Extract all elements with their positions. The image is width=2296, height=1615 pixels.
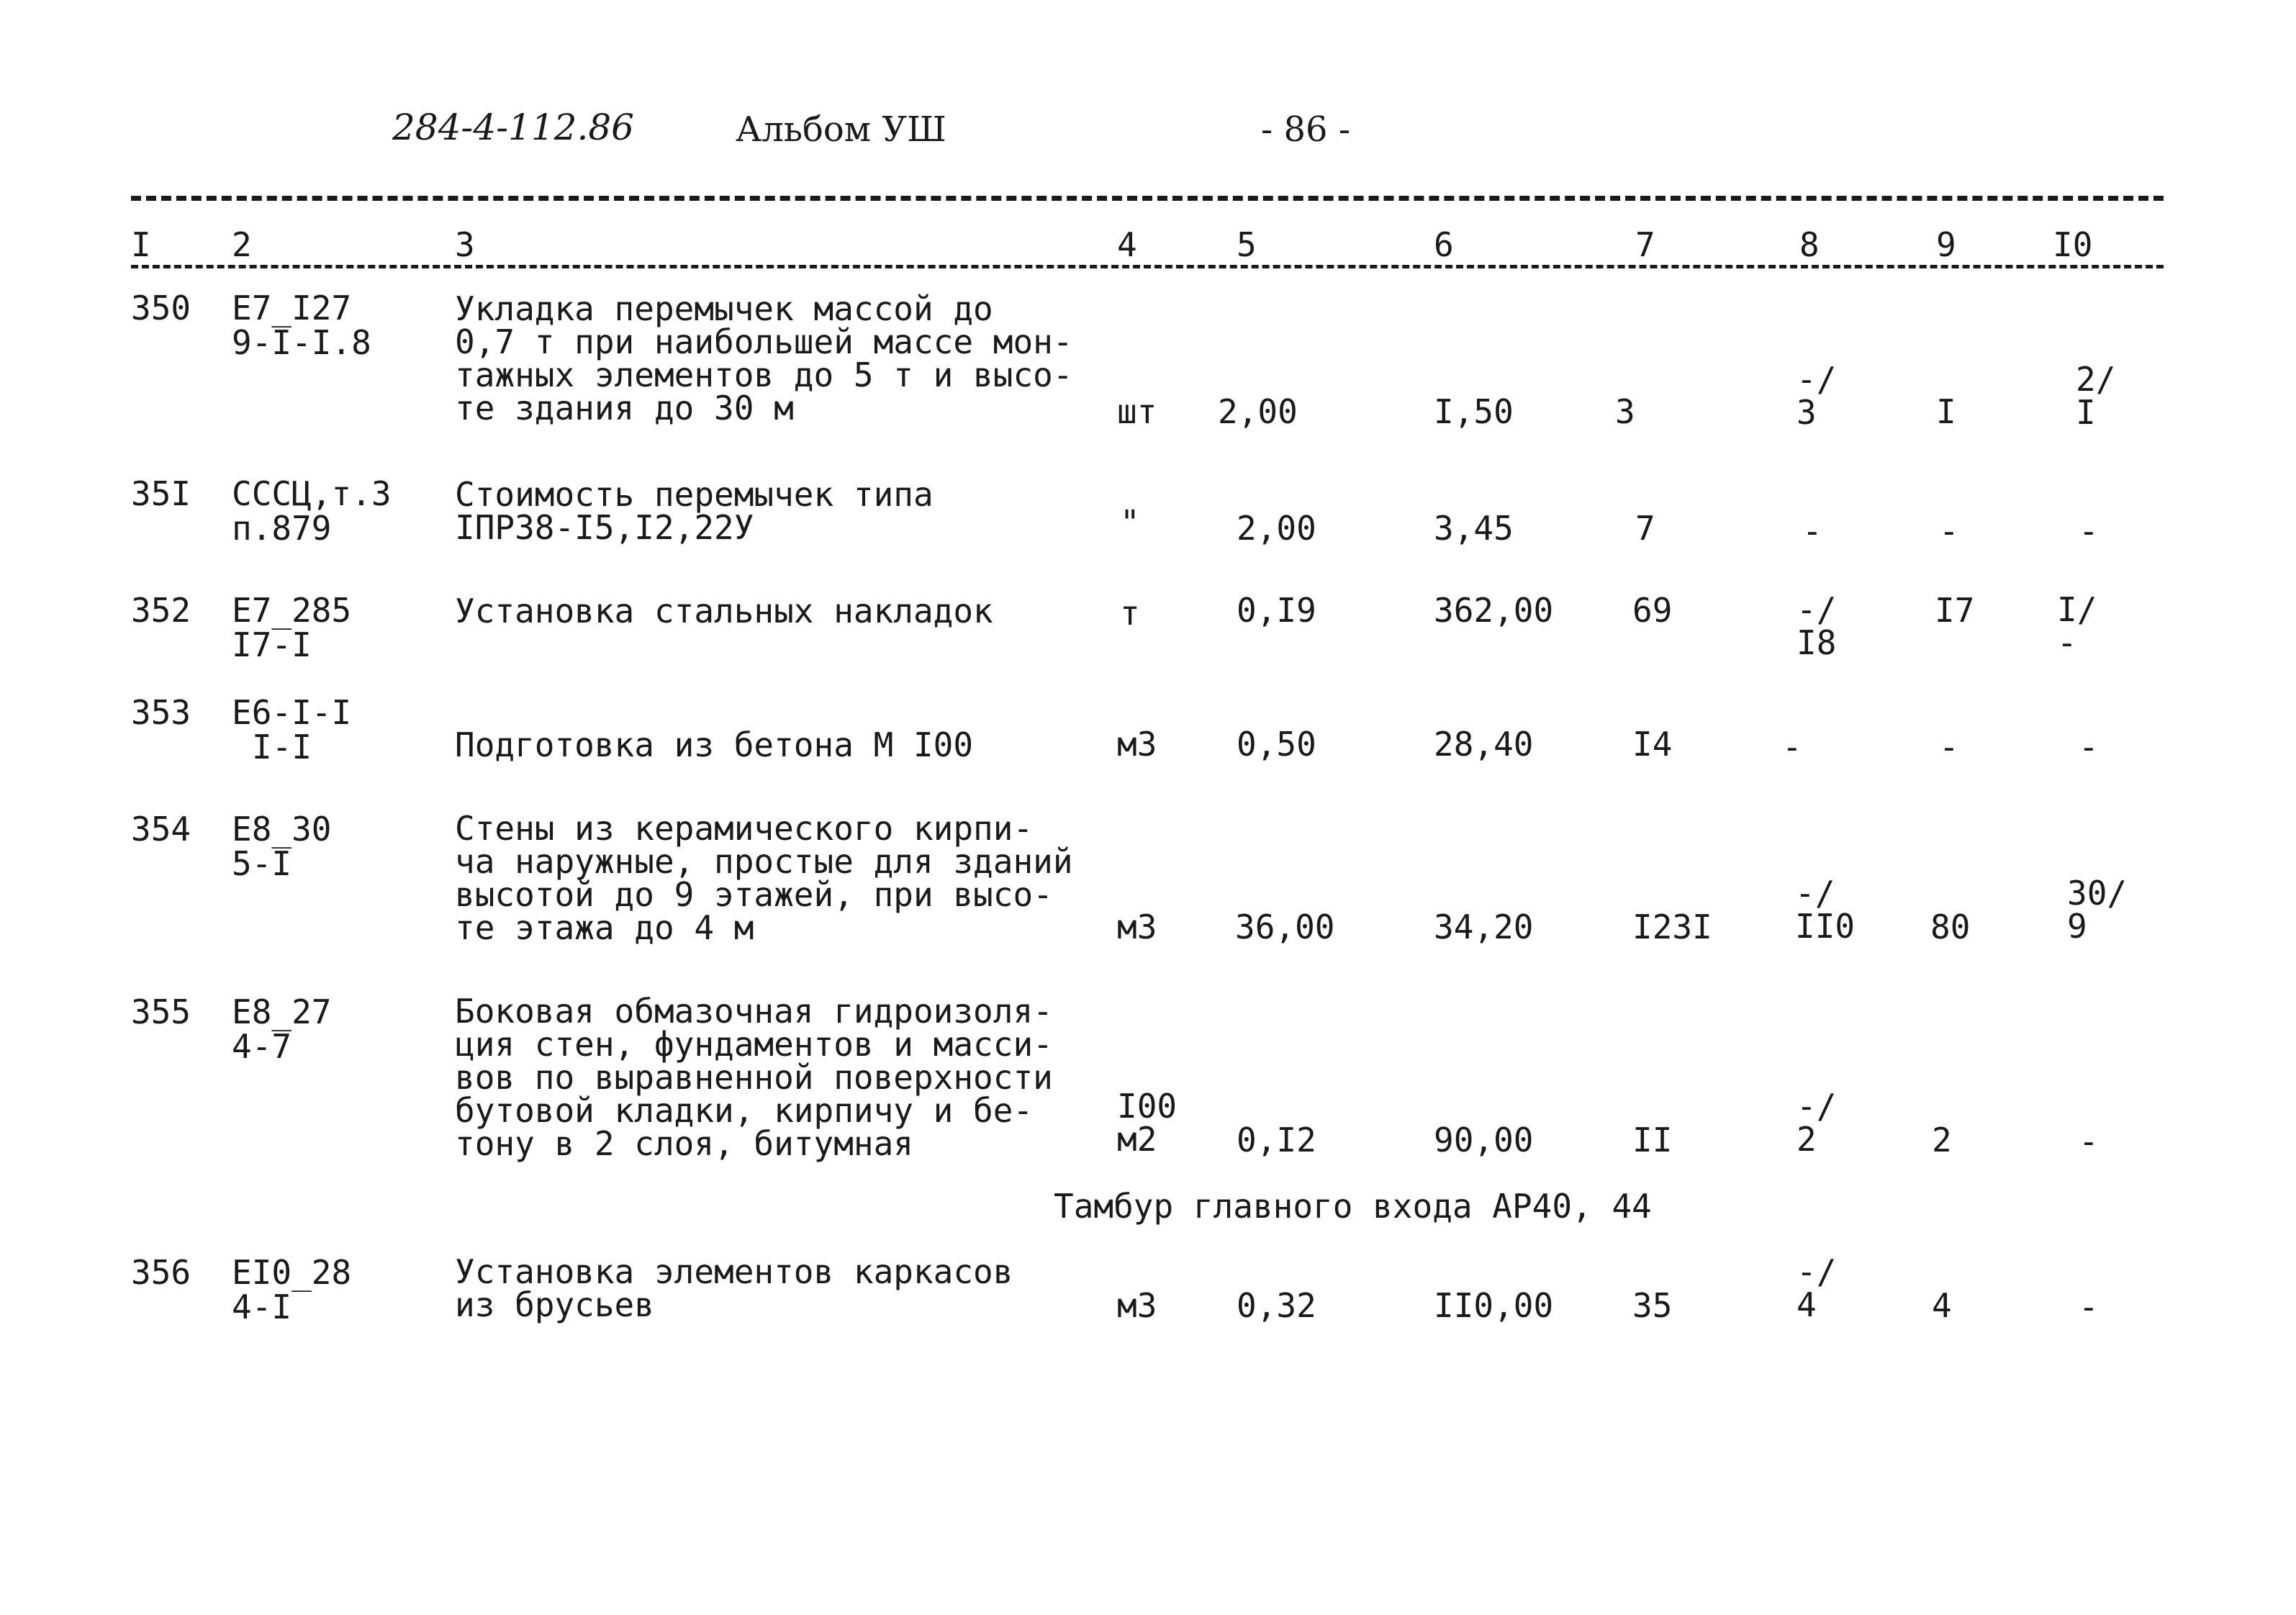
unit-price: 90,00 bbox=[1434, 1121, 1534, 1159]
column-9-value: 2 bbox=[1932, 1121, 1952, 1159]
row-number: 353 bbox=[131, 693, 191, 732]
rate-code: Е7_I27 9-I-I.8 bbox=[232, 289, 371, 362]
column-header-7: 7 bbox=[1635, 225, 1655, 264]
column-9-value: I7 bbox=[1935, 591, 1975, 630]
quantity: 0,50 bbox=[1237, 725, 1316, 764]
column-8-value: -/ 4 bbox=[1796, 1252, 1837, 1324]
row-number: 350 bbox=[131, 289, 191, 327]
column-8-value: - bbox=[1782, 728, 1802, 766]
work-description: Стоимость перемычек типа IПР38-I5,I2,22У bbox=[455, 475, 934, 547]
total-cost: II bbox=[1632, 1121, 1673, 1159]
unit-price: II0,00 bbox=[1434, 1286, 1554, 1325]
column-header-8: 8 bbox=[1799, 225, 1820, 264]
column-8-value: -/ I8 bbox=[1796, 590, 1837, 662]
rate-code: Е8_27 4-7 bbox=[232, 992, 332, 1066]
rate-code: СССЦ,т.3 п.879 bbox=[232, 474, 392, 548]
unit-price: 34,20 bbox=[1434, 908, 1534, 946]
column-10-value: - bbox=[2079, 512, 2099, 551]
total-cost: 3 bbox=[1615, 392, 1635, 431]
table-top-rule bbox=[131, 196, 2164, 201]
unit-price: 3,45 bbox=[1434, 509, 1514, 548]
column-header-10: I0 bbox=[2053, 225, 2093, 264]
work-description: Стены из керамического кирпи- ча наружные, простые для зданий высотой до 9 этажей, при высо- те этажа до 4 м bbox=[455, 809, 1073, 947]
column-9-value: 80 bbox=[1930, 908, 1971, 946]
column-8-value: -/ 3 bbox=[1796, 360, 1837, 432]
column-10-value: - bbox=[2079, 1288, 2099, 1326]
column-8-value: -/ 2 bbox=[1796, 1087, 1837, 1159]
column-8-value: - bbox=[1802, 512, 1822, 551]
total-cost: 7 bbox=[1635, 509, 1655, 548]
unit: м3 bbox=[1117, 1286, 1157, 1325]
quantity: 0,I9 bbox=[1237, 591, 1316, 630]
column-9-value: - bbox=[1939, 512, 1959, 551]
column-header-2: 2 bbox=[232, 225, 252, 264]
column-10-value: 30/ 9 bbox=[2067, 874, 2128, 946]
column-header-1: I bbox=[131, 225, 151, 264]
page-number: - 86 - bbox=[1261, 109, 1351, 150]
work-description: Укладка перемычек массой до 0,7 т при наибольшей массе мон- тажных элементов до 5 т и высо- те здания до 30 м bbox=[455, 289, 1073, 428]
column-9-value: 4 bbox=[1932, 1286, 1952, 1325]
quantity: 0,32 bbox=[1237, 1286, 1316, 1325]
column-10-value: - bbox=[2079, 1122, 2099, 1161]
rate-code: Е8_30 5-I bbox=[232, 810, 332, 883]
total-cost: 69 bbox=[1632, 591, 1673, 630]
unit: м3 bbox=[1117, 908, 1157, 946]
row-number: 355 bbox=[131, 992, 191, 1031]
total-cost: I23I bbox=[1632, 908, 1712, 946]
column-8-value: -/ II0 bbox=[1795, 874, 1856, 946]
quantity: 36,00 bbox=[1235, 908, 1335, 946]
row-number: 356 bbox=[131, 1253, 191, 1292]
column-9-value: I bbox=[1936, 392, 1956, 431]
total-cost: I4 bbox=[1632, 725, 1673, 764]
work-description: Боковая обмазочная гидроизоля- ция стен, фундаментов и масси- вов по выравненной поверхности бутовой кладки, кирпичу и бе- тону в 2 слоя, битумная bbox=[455, 992, 1053, 1163]
total-cost: 35 bbox=[1632, 1286, 1673, 1325]
column-header-5: 5 bbox=[1237, 225, 1257, 264]
rate-code: Е7_285 I7-I bbox=[232, 591, 352, 664]
section-title: Тамбур главного входа АР40, 44 bbox=[1054, 1187, 1652, 1226]
unit-price: 362,00 bbox=[1434, 591, 1554, 630]
unit: м3 bbox=[1117, 725, 1157, 764]
unit-price: 28,40 bbox=[1434, 725, 1534, 764]
unit: т bbox=[1120, 594, 1140, 633]
rate-code: Е6-I-I I-I bbox=[232, 693, 352, 766]
quantity: 0,I2 bbox=[1237, 1121, 1316, 1159]
row-number: 354 bbox=[131, 810, 191, 849]
unit: шт bbox=[1117, 392, 1157, 431]
unit: I00 м2 bbox=[1117, 1087, 1178, 1159]
column-9-value: - bbox=[1939, 728, 1959, 766]
column-10-value: 2/ I bbox=[2076, 360, 2116, 432]
work-description: Установка элементов каркасов из брусьев bbox=[455, 1252, 1013, 1324]
work-description: Подготовка из бетона М I00 bbox=[455, 725, 974, 764]
document-code: 284-4-112.86 bbox=[392, 107, 634, 148]
column-header-underline bbox=[131, 265, 2164, 268]
column-header-6: 6 bbox=[1434, 225, 1454, 264]
column-10-value: - bbox=[2079, 728, 2099, 766]
unit: " bbox=[1120, 503, 1140, 542]
column-header-3: 3 bbox=[455, 225, 475, 264]
column-10-value: I/ - bbox=[2057, 590, 2097, 662]
work-description: Установка стальных накладок bbox=[455, 592, 993, 630]
quantity: 2,00 bbox=[1237, 509, 1316, 548]
unit-price: I,50 bbox=[1434, 392, 1514, 431]
rate-code: ЕI0_28 4-I bbox=[232, 1253, 352, 1326]
album-label: Альбом УШ bbox=[736, 109, 946, 150]
quantity: 2,00 bbox=[1218, 392, 1298, 431]
column-header-4: 4 bbox=[1117, 225, 1137, 264]
column-header-9: 9 bbox=[1936, 225, 1956, 264]
row-number: 352 bbox=[131, 591, 191, 630]
row-number: 35I bbox=[131, 474, 191, 513]
